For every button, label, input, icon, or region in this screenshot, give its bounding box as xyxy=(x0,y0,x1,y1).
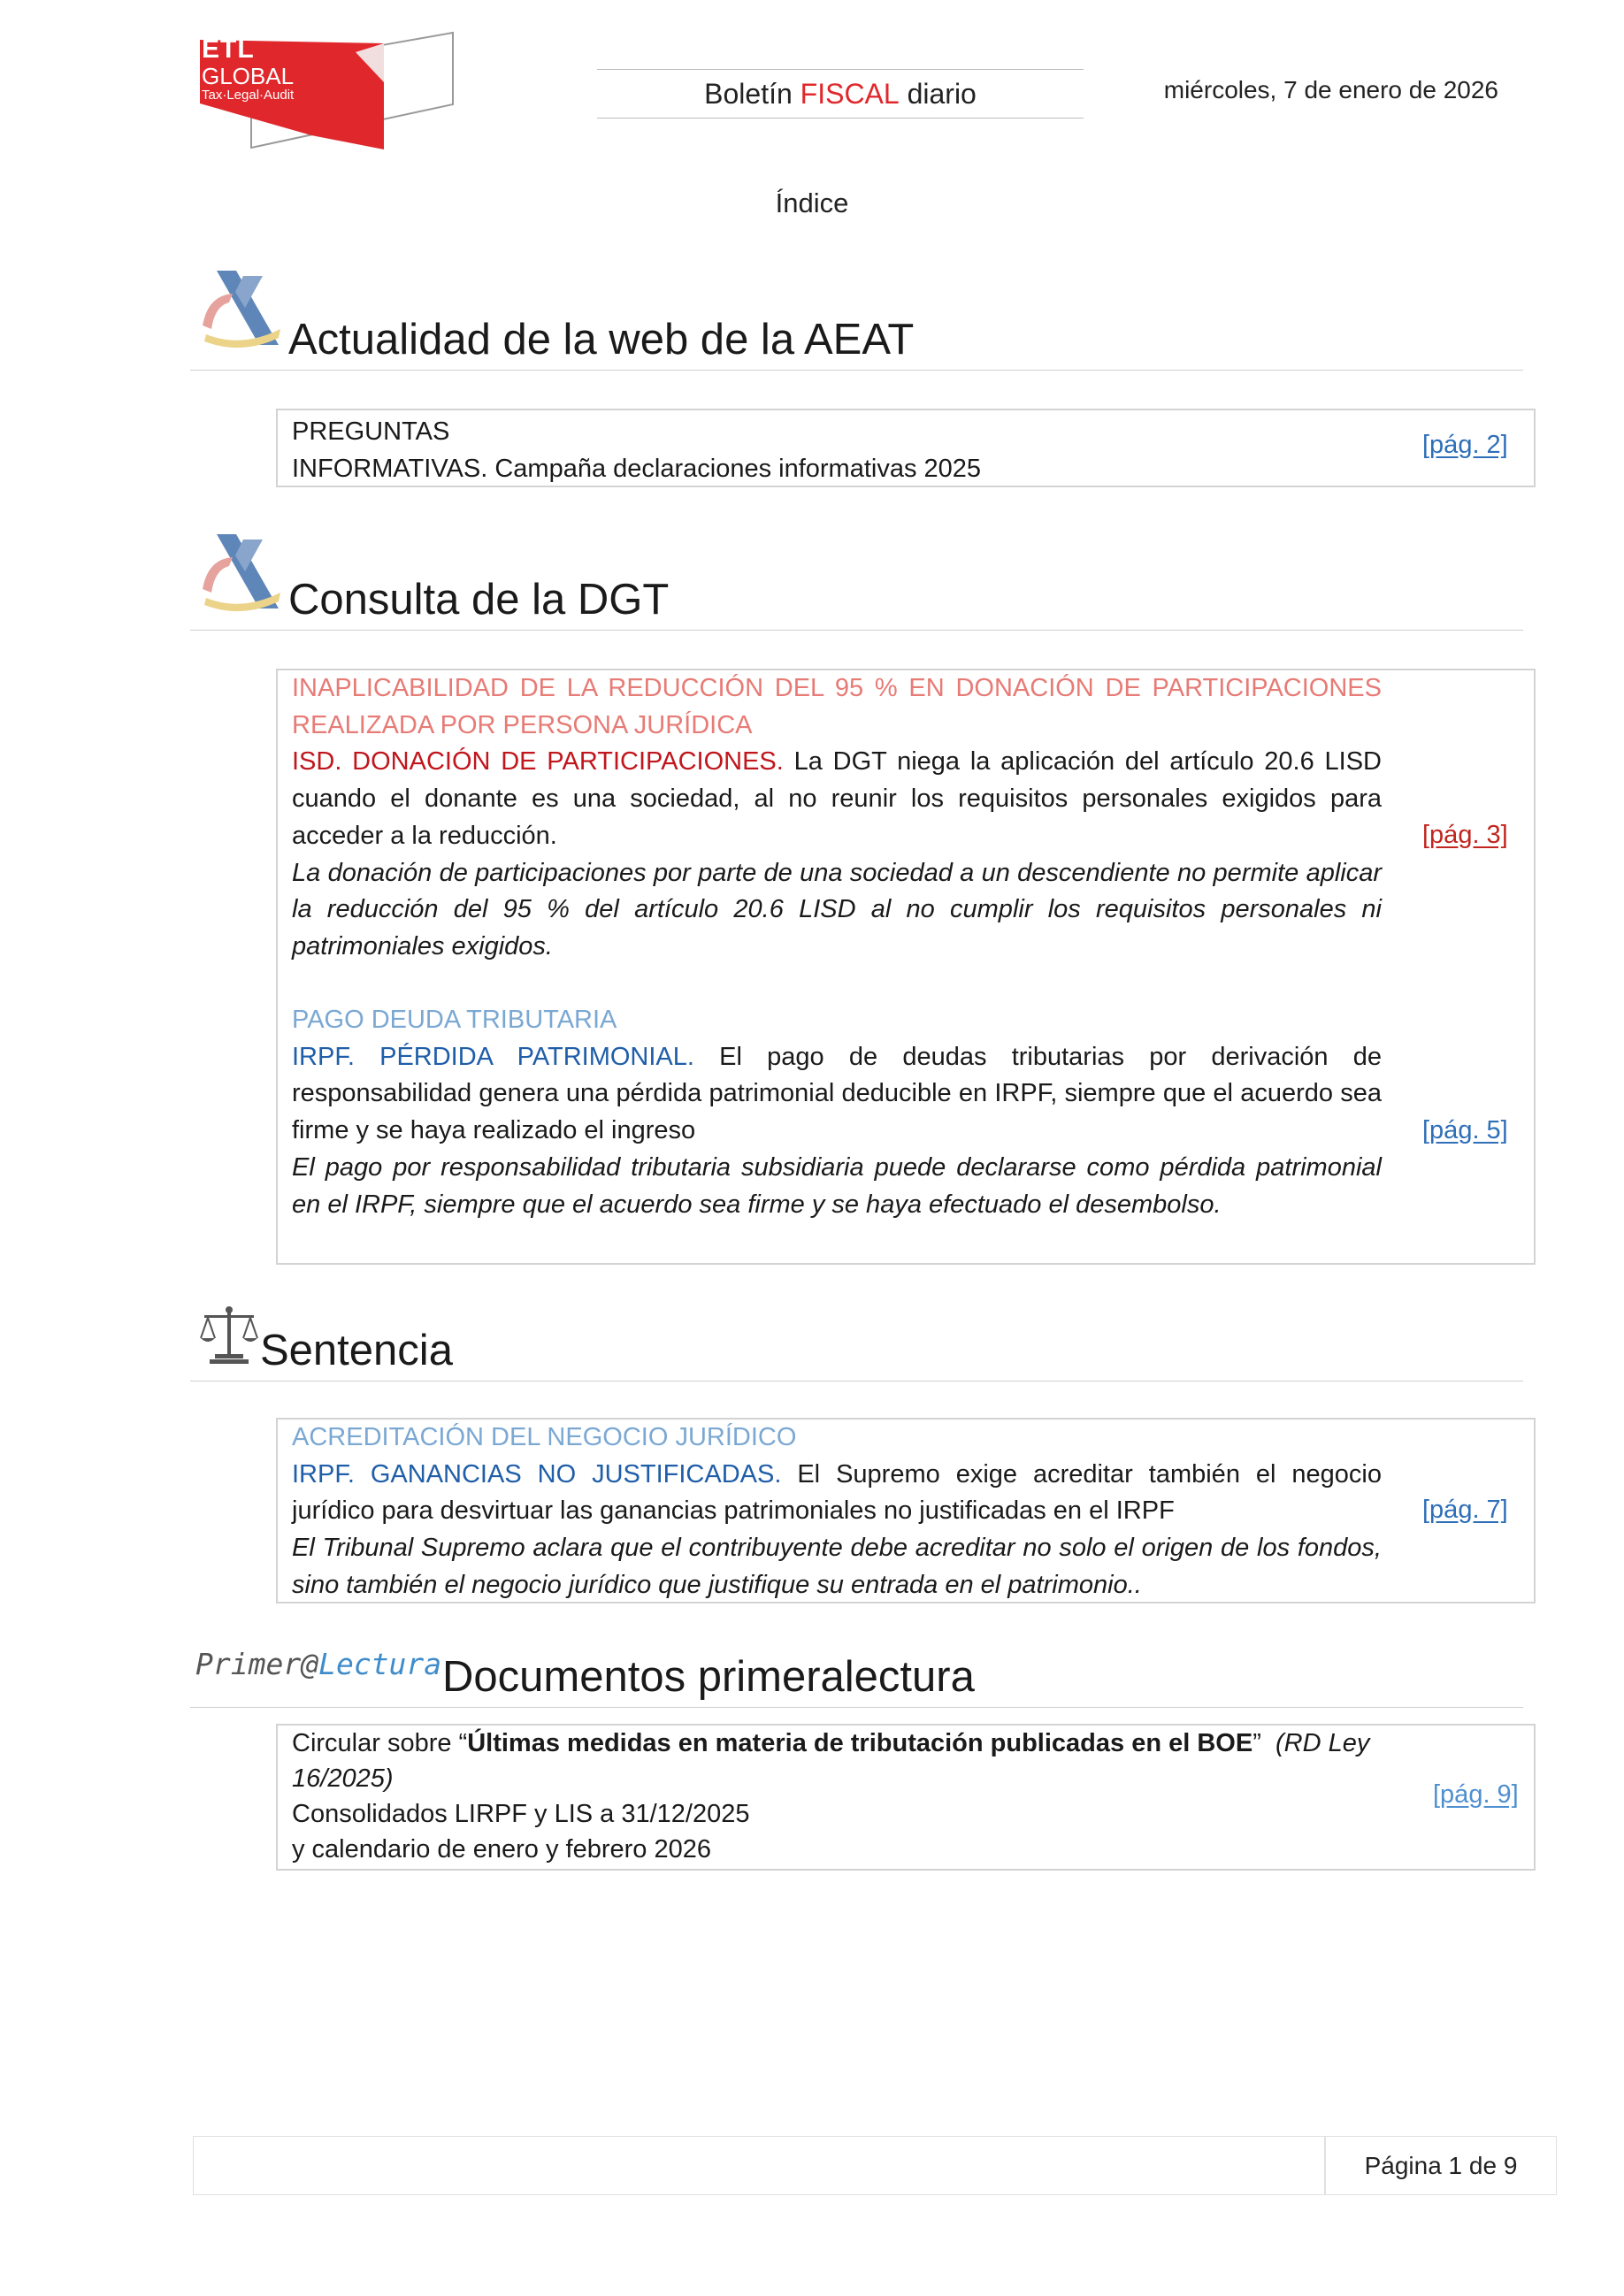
entry-heading: INAPLICABILIDAD DE LA REDUCCIÓN DEL 95 % EN DONACIÓN DE PARTICIPACIONES REALIZADA POR PERSONA JURÍDICA xyxy=(292,674,1382,739)
title-accent: FISCAL xyxy=(800,77,900,110)
footer-page-number: Página 1 de 9 xyxy=(1325,2136,1557,2195)
entry-box-sentencia xyxy=(276,1418,1536,1603)
entry-pre: Circular sobre “ xyxy=(292,1729,468,1757)
section-heading-dgt xyxy=(190,561,1523,631)
entry-body: La DGT niega la aplicación del artículo 20.6 LISD cuando el donante es una sociedad, al no reunir los requisitos personales exigidos para acceder a la reducción. xyxy=(292,747,1382,850)
footer-left-box xyxy=(193,2136,1325,2195)
entry-lead: IRPF. PÉRDIDA PATRIMONIAL. xyxy=(292,1042,694,1071)
logo-tagline: Tax·Legal·Audit xyxy=(202,88,295,103)
entry-line-2 xyxy=(292,451,1382,488)
page-link-9[interactable]: [pág. 9] xyxy=(1433,1780,1519,1809)
logo-part-b: Lectura xyxy=(318,1647,442,1681)
entry-dgt-1 xyxy=(292,670,1382,966)
entry-post: ” xyxy=(1252,1729,1261,1757)
entry-rest: Campaña declaraciones informativas 2025 xyxy=(487,454,982,483)
entry-box-dgt xyxy=(276,669,1536,1265)
entry-dgt-2 xyxy=(292,1002,1382,1223)
entry-bold: Últimas medidas en materia de tributación publicadas en el BOE xyxy=(467,1729,1253,1757)
aeat-logo-icon xyxy=(195,527,284,619)
logo-brand: ETL xyxy=(202,34,255,64)
title-prefix: Boletín xyxy=(704,77,801,110)
section-title-sentencia: Sentencia xyxy=(260,1327,453,1374)
entry-line-2: Consolidados LIRPF y LIS a 31/12/2025 xyxy=(292,1800,750,1828)
primeralectura-logo xyxy=(195,1647,441,1681)
page-link-2[interactable]: [pág. 2] xyxy=(1422,431,1508,459)
entry-sentencia xyxy=(292,1420,1382,1604)
entry-lead: INFORMATIVAS. xyxy=(292,454,488,483)
entry-summary: La donación de participaciones por parte de una sociedad a un descendiente no permite aplicar la reducción del 95 % del artículo 20.6 LISD al no cumplir los requisitos personales ni patrimoniales exigidos. xyxy=(292,858,1382,960)
entry-summary: El pago por responsabilidad tributaria subsidiaria puede declararse como pérdida patrimonial en el IRPF, siempre que el acuerdo sea firme y se haya efectuado el desembolso. xyxy=(292,1152,1382,1219)
logo-name: GLOBAL xyxy=(202,63,295,89)
entry-box-primeralectura xyxy=(276,1724,1536,1871)
entry-line-1: PREGUNTAS xyxy=(292,417,450,446)
entry-body: El Supremo exige acreditar también el negocio jurídico para desvirtuar las ganancias patrimoniales no justificadas en el IRPF xyxy=(292,1459,1383,1526)
entry-lead: ISD. DONACIÓN DE PARTICIPACIONES. xyxy=(292,747,784,777)
section-title-dgt: Consulta de la DGT xyxy=(288,576,670,624)
entry-lead: IRPF. GANANCIAS NO JUSTIFICADAS. xyxy=(292,1459,782,1489)
logo-part-a: Primer@ xyxy=(195,1647,319,1681)
bulletin-title xyxy=(597,69,1084,119)
section-title-aeat: Actualidad de la web de la AEAT xyxy=(288,316,915,364)
section-title-primeralectura: Documentos primeralectura xyxy=(442,1653,975,1701)
page-link-5[interactable]: [pág. 5] xyxy=(1422,1116,1508,1144)
entry-line-3: y calendario de enero y febrero 2026 xyxy=(292,1835,711,1864)
entry-body: El pago de deudas tributarias por derivación de responsabilidad genera una pérdida patrimonial deducible en IRPF, siempre que el acuerdo sea firme y se haya realizado el ingreso xyxy=(292,1042,1382,1145)
entry-heading: PAGO DEUDA TRIBUTARIA xyxy=(292,1006,617,1034)
entry-summary: El Tribunal Supremo aclara que el contribuyente debe acreditar no solo el origen de los fondos, sino también el negocio jurídico que justifique su entrada en el patrimonio.. xyxy=(292,1534,1382,1599)
aeat-logo-icon xyxy=(195,264,284,356)
entry-text xyxy=(292,414,1382,487)
page-link-3[interactable]: [pág. 3] xyxy=(1422,821,1508,849)
entry-box-aeat xyxy=(276,409,1536,487)
entry-heading: ACREDITACIÓN DEL NEGOCIO JURÍDICO xyxy=(292,1423,797,1451)
section-heading-aeat xyxy=(190,301,1523,371)
bulletin-date: miércoles, 7 de enero de 2026 xyxy=(1163,76,1498,103)
index-title: Índice xyxy=(775,188,849,218)
section-heading-sentencia xyxy=(190,1312,1523,1381)
page-link-7[interactable]: [pág. 7] xyxy=(1422,1496,1508,1524)
section-heading-primeralectura xyxy=(190,1638,1523,1708)
entry-primeralectura xyxy=(292,1726,1415,1867)
etl-global-logo xyxy=(196,29,462,153)
entry-note: (RD Ley 16/2025) xyxy=(292,1729,1377,1793)
scales-icon xyxy=(199,1305,259,1370)
title-suffix: diario xyxy=(899,77,977,110)
